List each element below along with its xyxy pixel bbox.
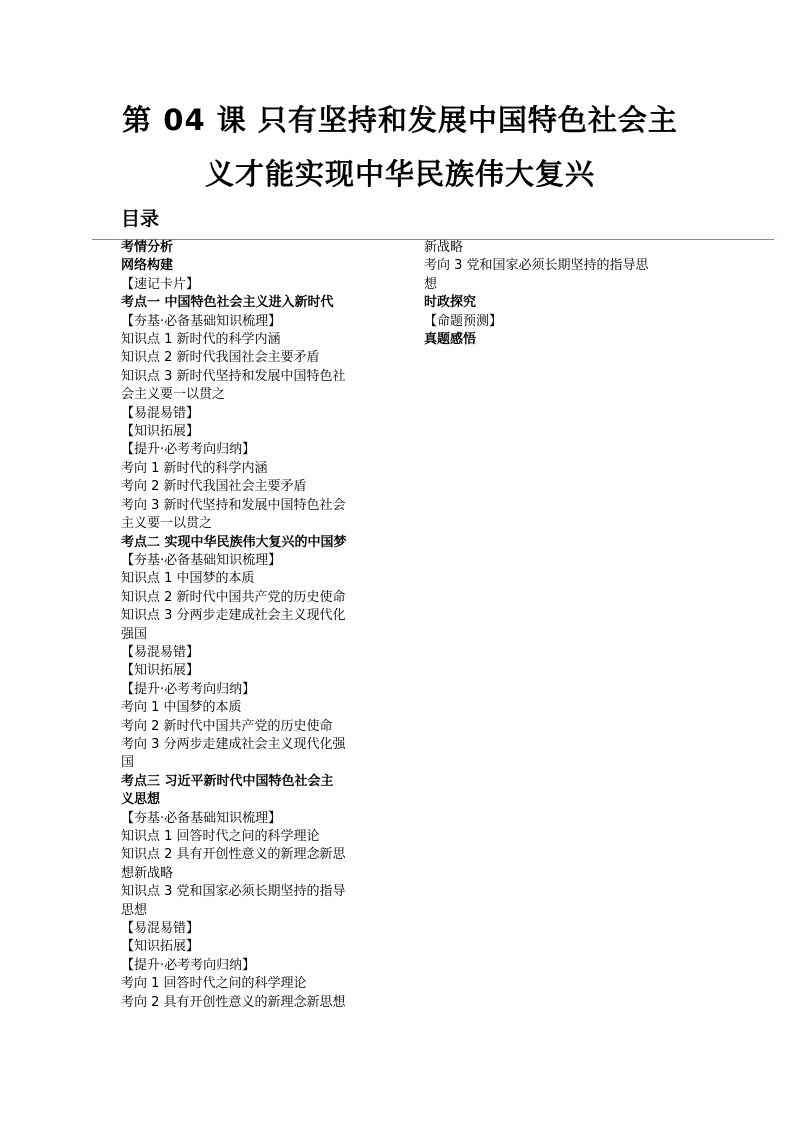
toc-entry[interactable]: 知识点 2 新时代中国共产党的历史使命 (121, 589, 346, 605)
toc-entry[interactable]: 知识点 2 新时代我国社会主要矛盾 (121, 350, 320, 366)
toc-left-column (121, 239, 383, 1012)
toc-entry[interactable]: 强国 (121, 626, 148, 642)
toc-entry[interactable]: 时政探究 (424, 295, 477, 311)
toc-entry[interactable]: 考向 3 新时代坚持和发展中国特色社会 (121, 497, 346, 513)
toc-entry[interactable]: 想 (424, 276, 438, 292)
toc-entry[interactable]: 【易混易错】 (121, 644, 200, 660)
toc-entry[interactable]: 考向 3 分两步走建成社会主义现代化强 (121, 736, 346, 752)
toc-entry[interactable]: 考向 2 具有开创性意义的新理念新思想 (121, 994, 346, 1010)
document-title-line-2: 义才能实现中华民族伟大复兴 (204, 157, 595, 191)
toc-entry[interactable]: 【知识拓展】 (121, 663, 200, 679)
toc-entry[interactable]: 想新战略 (121, 865, 174, 881)
toc-heading: 目录 (121, 208, 160, 230)
toc-entry[interactable]: 考向 2 新时代中国共产党的历史使命 (121, 718, 333, 734)
toc-entry[interactable]: 会主义要一以贯之 (121, 387, 226, 403)
toc-entry[interactable]: 考向 1 回答时代之问的科学理论 (121, 976, 307, 992)
toc-entry[interactable]: 网络构建 (121, 258, 174, 274)
toc-entry[interactable]: 【命题预测】 (424, 313, 503, 329)
toc-entry[interactable]: 【夯基·必备基础知识梳理】 (121, 552, 282, 568)
toc-entry[interactable]: 知识点 3 分两步走建成社会主义现代化 (121, 608, 346, 624)
toc-entry[interactable]: 考点三 习近平新时代中国特色社会主 (121, 773, 334, 789)
toc-entry[interactable]: 主义要一以贯之 (121, 516, 213, 532)
toc-entry[interactable]: 考向 1 中国梦的本质 (121, 700, 242, 716)
toc-entry[interactable]: 考向 1 新时代的科学内涵 (121, 460, 268, 476)
toc-right-column (424, 239, 694, 349)
toc-entry[interactable]: 国 (121, 755, 135, 771)
toc-entry[interactable]: 考向 3 党和国家必须长期坚持的指导思 (424, 258, 649, 274)
toc-entry[interactable]: 【易混易错】 (121, 405, 200, 421)
toc-entry[interactable]: 新战略 (424, 240, 464, 255)
toc-entry[interactable]: 【夯基·必备基础知识梳理】 (121, 313, 282, 329)
toc-entry[interactable]: 知识点 1 新时代的科学内涵 (121, 332, 281, 348)
toc-entry[interactable]: 知识点 3 党和国家必须长期坚持的指导 (121, 884, 346, 900)
toc-entry[interactable]: 义思想 (121, 792, 161, 808)
toc-entry[interactable]: 知识点 1 中国梦的本质 (121, 571, 255, 587)
toc-entry[interactable]: 【夯基·必备基础知识梳理】 (121, 810, 282, 826)
toc-entry[interactable]: 知识点 1 回答时代之问的科学理论 (121, 829, 320, 844)
toc-entry[interactable]: 考点一 中国特色社会主义进入新时代 (121, 295, 334, 311)
toc-entry[interactable]: 【速记卡片】 (121, 276, 200, 292)
toc-entry[interactable]: 【易混易错】 (121, 921, 200, 937)
document-title-line-1: 第 04 课 只有坚持和发展中国特色社会主 (122, 103, 678, 137)
toc-entry[interactable]: 考情分析 (121, 240, 174, 255)
toc-entry[interactable]: 知识点 2 具有开创性意义的新理念新思 (121, 847, 346, 863)
toc-entry[interactable]: 思想 (121, 902, 148, 918)
toc-entry[interactable]: 【提升·必考考向归纳】 (121, 957, 256, 973)
toc-entry[interactable]: 知识点 3 新时代坚持和发展中国特色社 (121, 368, 346, 384)
toc-entry[interactable]: 【提升·必考考向归纳】 (121, 681, 256, 697)
toc-entry[interactable]: 【提升·必考考向归纳】 (121, 442, 256, 458)
toc-entry[interactable]: 【知识拓展】 (121, 424, 200, 440)
toc-entry[interactable]: 【知识拓展】 (121, 939, 200, 955)
toc-entry[interactable]: 考点二 实现中华民族伟大复兴的中国梦 (121, 534, 347, 550)
toc-entry[interactable]: 真题感悟 (424, 332, 477, 348)
toc-entry[interactable]: 考向 2 新时代我国社会主要矛盾 (121, 479, 307, 495)
